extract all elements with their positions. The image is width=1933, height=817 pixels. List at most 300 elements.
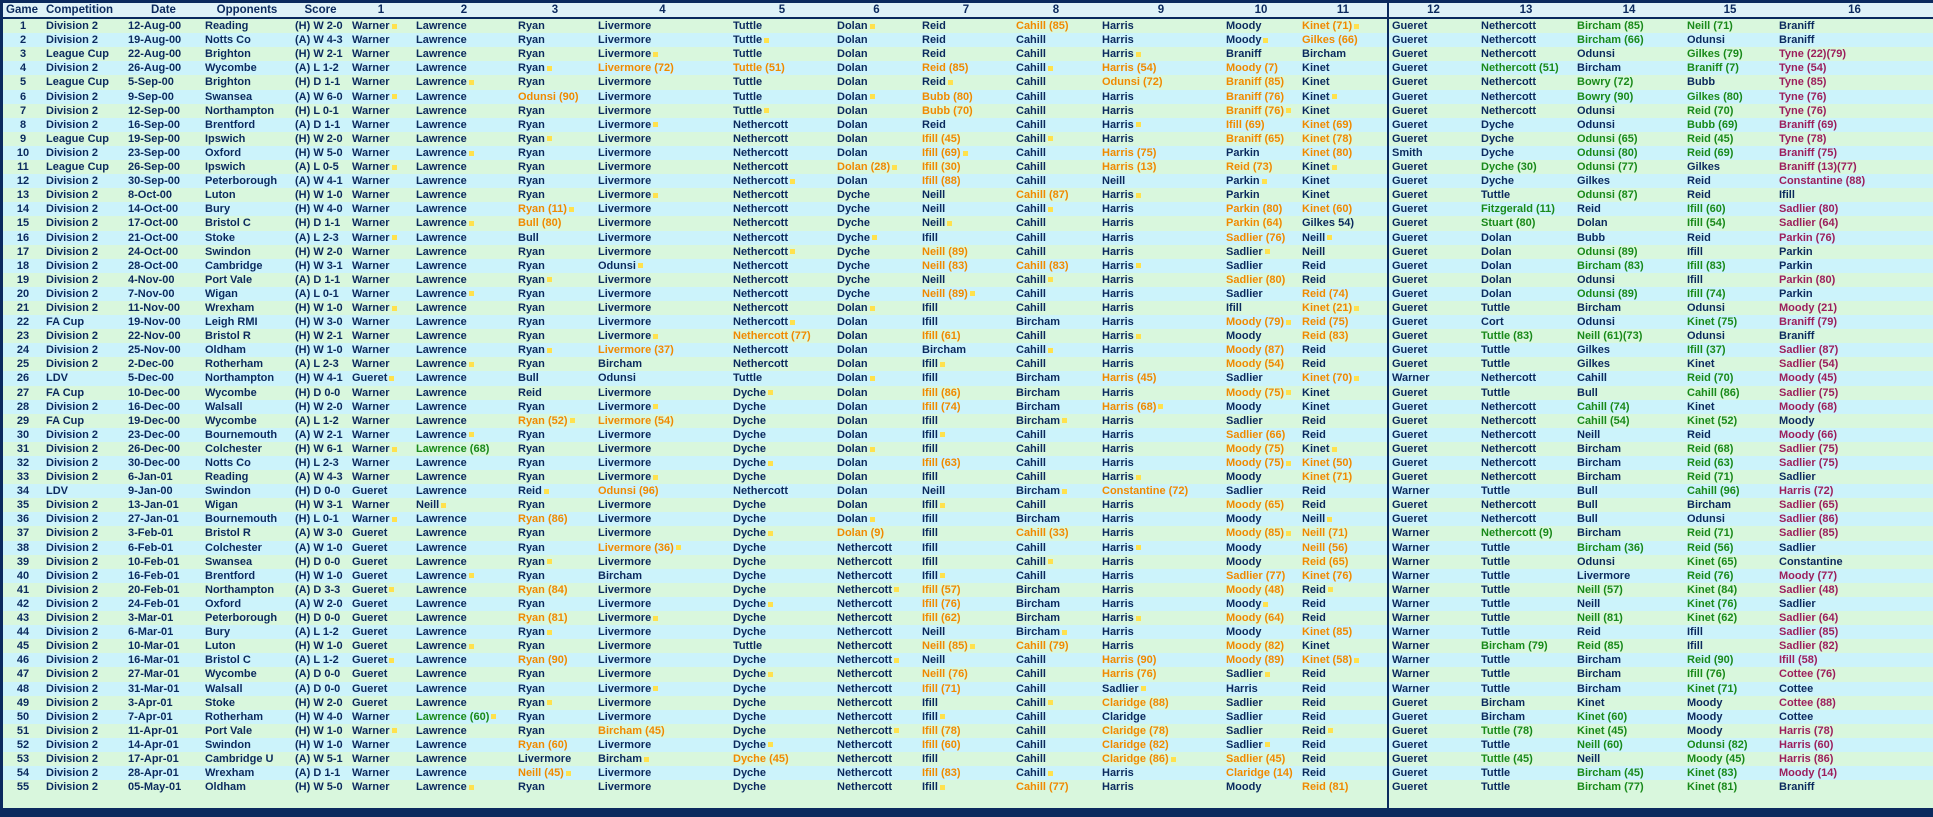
starter-cell: [919, 357, 1013, 371]
starter-cell: [1013, 682, 1099, 696]
starter-cell: [349, 273, 413, 287]
cell-text: Lawrence: [416, 62, 467, 75]
cell-text: Lawrence: [416, 203, 467, 216]
starter-cell: [515, 287, 595, 301]
cell-text: (A) D 3-3: [295, 583, 341, 596]
table-row: [3, 414, 1933, 428]
cell-text: Livermore: [598, 104, 652, 117]
cell-text: Lawrence: [416, 90, 467, 103]
starter-cell: [1099, 216, 1223, 230]
substitute-cell: [1684, 512, 1776, 526]
substitute-cell: [1574, 104, 1684, 118]
substitute-cell: [1684, 470, 1776, 484]
substitute-cell: [1684, 653, 1776, 667]
starter-cell: [595, 343, 730, 357]
cell-text: 11-Apr-01: [128, 724, 179, 737]
starter-cell: [1299, 724, 1388, 738]
cell-text: Sadlier (66): [1226, 428, 1286, 441]
cell-text: Bircham: [1016, 414, 1061, 427]
substitute-cell: [1684, 301, 1776, 315]
starter-cell: [413, 301, 515, 315]
starter-cell: [1099, 301, 1223, 315]
starter-cell: [919, 428, 1013, 442]
starter-cell: [413, 315, 515, 329]
starter-cell: [1223, 47, 1299, 61]
starter-cell: [1099, 639, 1223, 653]
starter-cell: [1299, 667, 1388, 681]
game-number-cell: [3, 202, 43, 216]
cell-text: Notts Co: [205, 457, 251, 469]
opponent-cell: [202, 738, 292, 752]
substitute-cell: [1776, 484, 1933, 498]
competition-cell: [43, 160, 125, 174]
starter-cell: [1013, 639, 1099, 653]
cell-text: (H) W 3-0: [295, 316, 343, 329]
header-row: [3, 3, 1933, 18]
cell-text: Northampton: [205, 372, 275, 385]
cell-text: Dyche: [1481, 175, 1515, 188]
starter-cell: [595, 301, 730, 315]
cell-text: 21: [16, 301, 30, 314]
cell-text: Kinet: [1577, 696, 1605, 709]
cell-text: Bircham: [1577, 62, 1622, 75]
substitute-cell: [1388, 33, 1478, 47]
cell-text: Ryan: [518, 471, 545, 484]
cell-text: Livermore: [598, 626, 652, 639]
table-row: [3, 301, 1933, 315]
cell-text: Cahill: [1016, 34, 1046, 47]
cell-text: 52: [16, 738, 30, 751]
cell-text: Ifill: [922, 301, 938, 314]
starter-cell: [349, 18, 413, 33]
cell-text: Lawrence: [416, 287, 467, 300]
cell-text: 7: [19, 104, 27, 117]
cell-text: Livermore: [598, 738, 652, 751]
booking-marker-icon: [653, 122, 658, 127]
booking-marker-icon: [469, 80, 474, 85]
cell-text: Harris: [1102, 217, 1134, 230]
cell-text: Dyche: [837, 231, 871, 244]
header-pos-11: 11: [1299, 3, 1388, 18]
cell-text: Lawrence: [416, 132, 467, 145]
starter-cell: [1223, 329, 1299, 343]
cell-text: Sadlier: [1779, 541, 1816, 554]
competition-cell: [43, 33, 125, 47]
substitute-cell: [1478, 766, 1574, 780]
cell-text: Colchester: [205, 541, 262, 554]
score-cell: [292, 780, 349, 794]
cell-text: 38: [16, 541, 30, 554]
substitute-cell: [1776, 470, 1933, 484]
opponent-cell: [202, 287, 292, 301]
cell-text: Cahill: [1016, 118, 1046, 131]
starter-cell: [834, 132, 919, 146]
cell-text: Gueret: [1392, 471, 1428, 484]
cell-text: Lawrence: [416, 485, 467, 498]
cell-text: Dolan: [1481, 273, 1512, 286]
cell-text: Harris: [1102, 569, 1134, 582]
cell-text: Gueret: [1392, 457, 1428, 469]
cell-text: Kinet (45): [1577, 724, 1628, 737]
cell-text: (H) W 2-1: [295, 330, 343, 343]
table-row: [3, 625, 1933, 639]
starter-cell: [515, 583, 595, 597]
starter-cell: [834, 541, 919, 555]
cell-text: Ryan: [518, 626, 545, 639]
cell-text: 3: [19, 48, 27, 61]
cell-text: Neill: [1302, 513, 1326, 526]
starter-cell: [730, 90, 834, 104]
starter-cell: [730, 625, 834, 639]
substitute-cell: [1684, 90, 1776, 104]
substitute-cell: [1684, 780, 1776, 794]
date-cell: [125, 428, 202, 442]
cell-text: Braniff (75): [1779, 146, 1838, 159]
starter-cell: [413, 724, 515, 738]
starter-cell: [1299, 47, 1388, 61]
starter-cell: [1099, 33, 1223, 47]
cell-text: Nethercott: [733, 301, 789, 314]
substitute-cell: [1684, 738, 1776, 752]
substitute-cell: [1684, 625, 1776, 639]
substitute-cell: [1388, 583, 1478, 597]
table-row: [3, 710, 1933, 724]
starter-cell: [1013, 752, 1099, 766]
starter-cell: [1099, 132, 1223, 146]
starter-cell: [834, 442, 919, 456]
cell-text: Division 2: [46, 612, 98, 625]
booking-marker-icon: [1141, 686, 1146, 691]
cell-text: Reid (76): [1687, 569, 1734, 582]
cell-text: Dyche (30): [1481, 161, 1537, 174]
cell-text: Harris: [1102, 273, 1134, 286]
cell-text: Gueret: [1392, 62, 1428, 75]
cell-text: Division 2: [46, 231, 98, 244]
cell-text: 8: [19, 118, 27, 131]
substitute-cell: [1388, 456, 1478, 470]
starter-cell: [919, 287, 1013, 301]
substitute-cell: [1388, 61, 1478, 75]
starter-cell: [1299, 61, 1388, 75]
substitute-cell: [1574, 766, 1684, 780]
empty-cell: [1478, 794, 1574, 808]
substitute-cell: [1478, 202, 1574, 216]
substitute-cell: [1776, 653, 1933, 667]
score-cell: [292, 414, 349, 428]
substitute-cell: [1776, 428, 1933, 442]
booking-marker-icon: [940, 573, 945, 578]
score-cell: [292, 104, 349, 118]
starter-cell: [834, 470, 919, 484]
cell-text: Bull: [1577, 499, 1598, 512]
cell-text: 12: [16, 175, 30, 188]
cell-text: Division 2: [46, 146, 98, 159]
cell-text: Nethercott: [1481, 428, 1537, 441]
starter-cell: [730, 696, 834, 710]
cell-text: Braniff (76): [1226, 104, 1285, 117]
starter-cell: [1099, 569, 1223, 583]
cell-text: Cahill (87): [1016, 189, 1069, 202]
starter-cell: [515, 752, 595, 766]
cell-text: Neill (61)(73): [1577, 330, 1643, 343]
starter-cell: [1223, 555, 1299, 569]
cell-text: (H) W 2-0: [295, 20, 343, 33]
starter-cell: [349, 780, 413, 794]
cell-text: Ifill: [1687, 273, 1703, 286]
substitute-cell: [1478, 343, 1574, 357]
cell-text: Dolan: [837, 471, 868, 484]
starter-cell: [1099, 611, 1223, 625]
cell-text: Warner: [352, 259, 390, 272]
cell-text: Neill (45): [518, 767, 564, 780]
cell-text: Lawrence: [416, 20, 467, 33]
starter-cell: [515, 442, 595, 456]
starter-cell: [730, 442, 834, 456]
starter-cell: [730, 287, 834, 301]
cell-text: 17-Apr-01: [128, 752, 179, 765]
date-cell: [125, 118, 202, 132]
cell-text: Tuttle: [1481, 738, 1511, 751]
cell-text: Harris (72): [1779, 485, 1834, 498]
opponent-cell: [202, 569, 292, 583]
cell-text: Reid: [1302, 583, 1326, 596]
substitute-cell: [1388, 738, 1478, 752]
starter-cell: [919, 33, 1013, 47]
date-cell: [125, 287, 202, 301]
date-cell: [125, 470, 202, 484]
starter-cell: [413, 639, 515, 653]
starter-cell: [413, 245, 515, 259]
starter-cell: [1299, 132, 1388, 146]
cell-text: Reid: [1302, 682, 1326, 695]
booking-marker-icon: [569, 207, 574, 212]
starter-cell: [834, 780, 919, 794]
starter-cell: [349, 682, 413, 696]
cell-text: Odunsi (89): [1577, 245, 1638, 258]
cell-text: 30-Sep-00: [128, 175, 180, 188]
cell-text: Bircham: [1016, 513, 1061, 526]
starter-cell: [834, 752, 919, 766]
competition-cell: [43, 146, 125, 160]
cell-text: Tyne (76): [1779, 90, 1827, 103]
booking-marker-icon: [1048, 277, 1053, 282]
cell-text: Lawrence: [416, 569, 467, 582]
cell-text: Constantine (88): [1779, 175, 1866, 188]
competition-cell: [43, 484, 125, 498]
starter-cell: [834, 75, 919, 89]
starter-cell: [1223, 75, 1299, 89]
booking-marker-icon: [768, 742, 773, 747]
substitute-cell: [1478, 696, 1574, 710]
cell-text: Kinet (52): [1687, 414, 1738, 427]
booking-marker-icon: [547, 630, 552, 635]
cell-text: Peterborough: [205, 175, 278, 188]
starter-cell: [1299, 512, 1388, 526]
cell-text: Reid: [1302, 414, 1326, 427]
starter-cell: [515, 512, 595, 526]
starter-cell: [919, 315, 1013, 329]
table-row: [3, 512, 1933, 526]
starter-cell: [1299, 696, 1388, 710]
date-cell: [125, 583, 202, 597]
cell-text: Sadlier (82): [1779, 640, 1839, 653]
cell-text: 23: [16, 330, 30, 343]
starter-cell: [1299, 343, 1388, 357]
date-cell: [125, 597, 202, 611]
cell-text: Dyche: [733, 555, 767, 568]
booking-marker-icon: [1048, 136, 1053, 141]
cell-text: Lawrence: [416, 541, 467, 554]
cell-text: Tuttle: [733, 48, 763, 61]
starter-cell: [1223, 653, 1299, 667]
substitute-cell: [1574, 18, 1684, 33]
starter-cell: [413, 386, 515, 400]
cell-text: (H) W 4-1: [295, 372, 343, 385]
substitute-cell: [1478, 752, 1574, 766]
cell-text: Gueret: [352, 682, 388, 695]
booking-marker-icon: [963, 151, 968, 156]
cell-text: (H) W 2-0: [295, 245, 343, 258]
starter-cell: [1299, 738, 1388, 752]
starter-cell: [349, 47, 413, 61]
game-number-cell: [3, 33, 43, 47]
score-cell: [292, 470, 349, 484]
table-row: [3, 18, 1933, 33]
opponent-cell: [202, 259, 292, 273]
starter-cell: [919, 498, 1013, 512]
starter-cell: [1099, 526, 1223, 540]
cell-text: Nethercott (77): [733, 330, 811, 343]
starter-cell: [595, 456, 730, 470]
booking-marker-icon: [940, 714, 945, 719]
game-number-cell: [3, 104, 43, 118]
opponent-cell: [202, 498, 292, 512]
cell-text: Lawrence: [416, 668, 467, 681]
starter-cell: [413, 188, 515, 202]
starter-cell: [349, 611, 413, 625]
cell-text: Division 2: [46, 767, 98, 780]
substitute-cell: [1776, 273, 1933, 287]
cell-text: Wycombe: [205, 62, 257, 75]
game-number-cell: [3, 414, 43, 428]
cell-text: Dolan: [837, 372, 868, 385]
substitute-cell: [1388, 569, 1478, 583]
game-number-cell: [3, 287, 43, 301]
date-cell: [125, 301, 202, 315]
cell-text: Ifill: [922, 527, 938, 540]
substitute-cell: [1388, 188, 1478, 202]
starter-cell: [1099, 780, 1223, 794]
empty-row: [3, 794, 1933, 808]
starter-cell: [349, 90, 413, 104]
opponent-cell: [202, 780, 292, 794]
starter-cell: [730, 329, 834, 343]
booking-marker-icon: [547, 348, 552, 353]
date-cell: [125, 188, 202, 202]
cell-text: Bircham: [1016, 372, 1061, 385]
starter-cell: [834, 146, 919, 160]
score-cell: [292, 329, 349, 343]
starter-cell: [1223, 484, 1299, 498]
cell-text: Warner: [352, 146, 390, 159]
booking-marker-icon: [1048, 771, 1053, 776]
date-cell: [125, 498, 202, 512]
starter-cell: [1013, 696, 1099, 710]
cell-text: (A) W 4-1: [295, 175, 343, 188]
cell-text: Lawrence (68): [416, 442, 490, 455]
cell-text: Stoke: [205, 231, 235, 244]
cell-text: Livermore: [598, 132, 652, 145]
header-pos-4: 4: [595, 3, 730, 18]
starter-cell: [1299, 118, 1388, 132]
cell-text: Dolan: [837, 90, 868, 103]
cell-text: Bournemouth: [205, 428, 278, 441]
cell-text: Lawrence: [416, 612, 467, 625]
cell-text: Kinet (71): [1687, 682, 1738, 695]
cell-text: Parkin: [1779, 245, 1813, 258]
booking-marker-icon: [653, 404, 658, 409]
booking-marker-icon: [653, 52, 658, 57]
score-cell: [292, 245, 349, 259]
substitute-cell: [1684, 639, 1776, 653]
starter-cell: [1223, 752, 1299, 766]
score-cell: [292, 259, 349, 273]
starter-cell: [834, 456, 919, 470]
cell-text: (H) W 4-0: [295, 203, 343, 216]
starter-cell: [919, 47, 1013, 61]
starter-cell: [919, 386, 1013, 400]
cell-text: Livermore: [598, 217, 652, 230]
starter-cell: [413, 118, 515, 132]
cell-text: Kinet (81): [1687, 781, 1738, 794]
table-row: [3, 202, 1933, 216]
cell-text: Gueret: [1392, 104, 1428, 117]
substitute-cell: [1478, 541, 1574, 555]
substitute-cell: [1684, 682, 1776, 696]
starter-cell: [730, 231, 834, 245]
cell-text: (H) W 3-1: [295, 259, 343, 272]
cell-text: Odunsi: [598, 372, 636, 385]
starter-cell: [919, 18, 1013, 33]
cell-text: Warner: [352, 513, 390, 526]
cell-text: Ifill: [922, 442, 938, 455]
starter-cell: [834, 357, 919, 371]
cell-text: Reid: [518, 386, 542, 399]
substitute-cell: [1478, 386, 1574, 400]
cell-text: 10-Feb-01: [128, 555, 180, 568]
starter-cell: [349, 75, 413, 89]
starter-cell: [595, 625, 730, 639]
cell-text: Ifill (60): [922, 738, 961, 751]
cell-text: Warner: [1392, 626, 1430, 639]
cell-text: (A) L 1-2: [295, 626, 339, 639]
cell-text: 43: [16, 612, 30, 625]
cell-text: Moody: [1226, 626, 1262, 639]
starter-cell: [1299, 400, 1388, 414]
cell-text: Luton: [205, 640, 236, 653]
cell-text: Moody: [1226, 471, 1262, 484]
cell-text: Division 2: [46, 738, 98, 751]
substitute-cell: [1478, 569, 1574, 583]
cell-text: Sadlier: [1226, 710, 1263, 723]
cell-text: Division 2: [46, 457, 98, 469]
cell-text: Cambridge U: [205, 752, 274, 765]
empty-cell: [292, 794, 349, 808]
cell-text: Cahill: [1016, 330, 1046, 343]
substitute-cell: [1684, 611, 1776, 625]
cell-text: Ryan: [518, 400, 545, 413]
cell-text: Livermore: [598, 612, 652, 625]
